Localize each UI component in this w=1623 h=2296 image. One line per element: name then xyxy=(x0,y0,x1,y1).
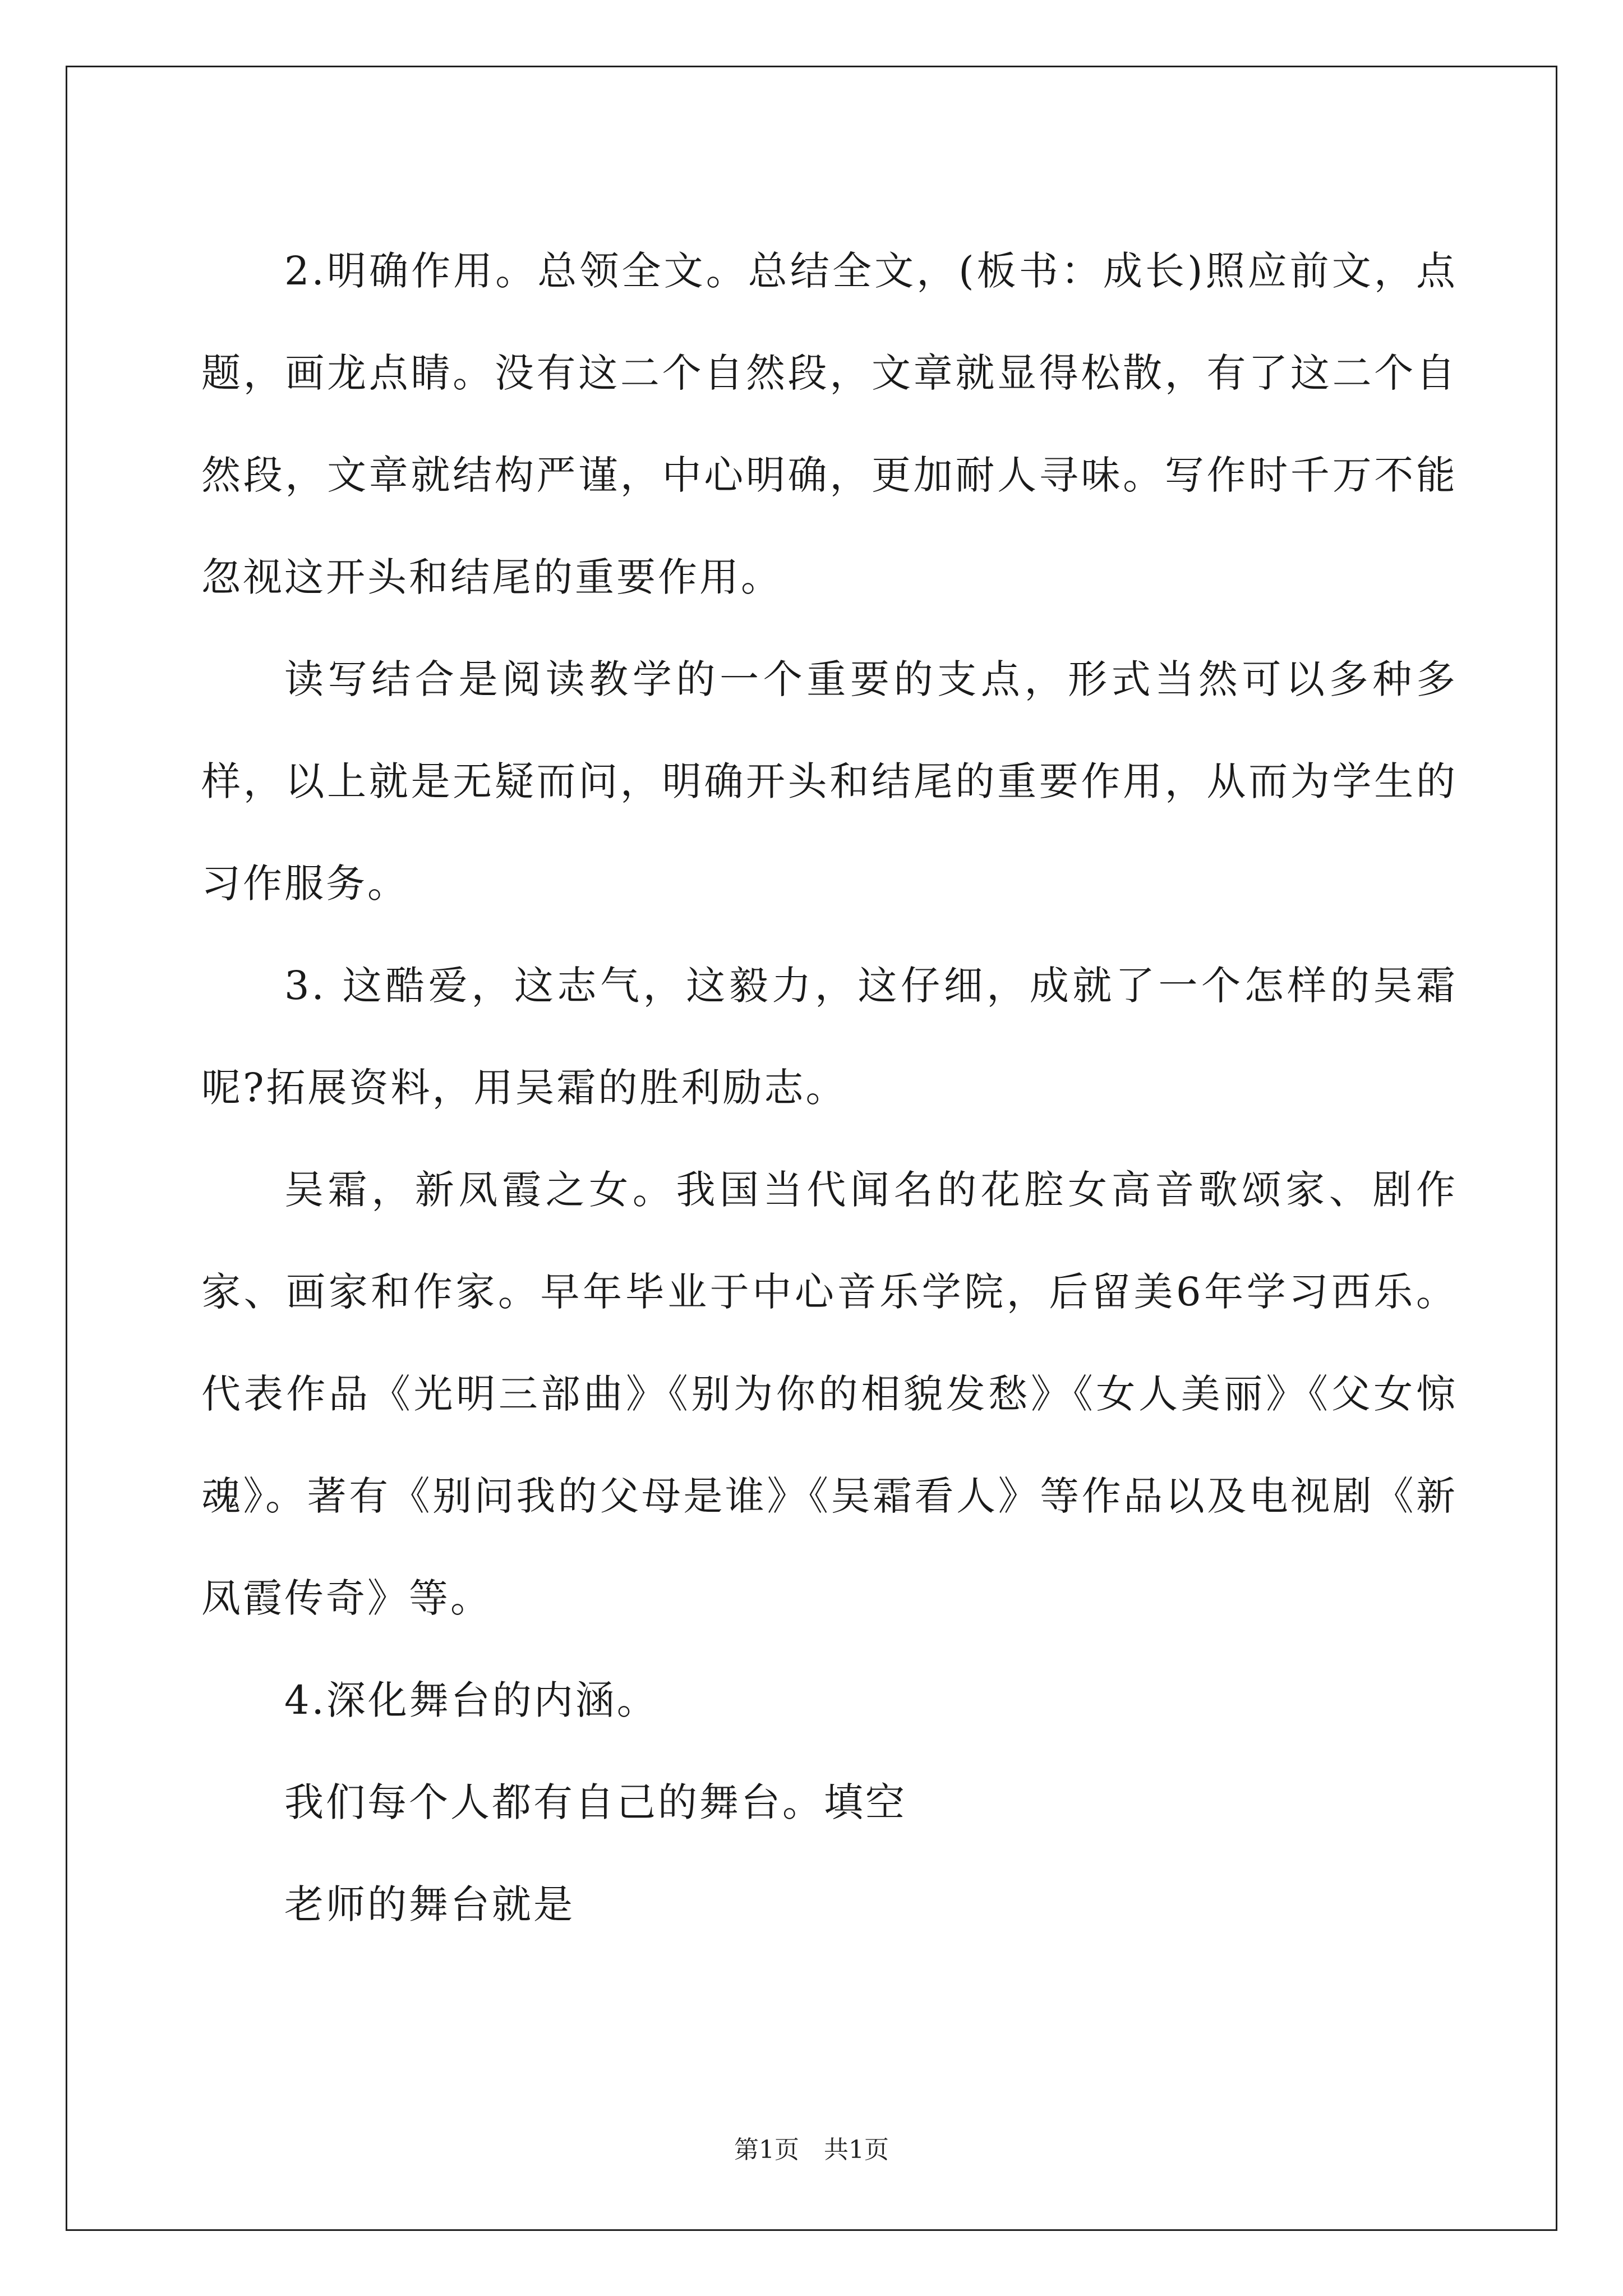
page-number-footer: 第1页 共1页 xyxy=(734,2136,889,2164)
paragraph-clarify-function: 2.明确作用。总领全文。总结全文，(板书：成长)照应前文，点题，画龙点睛。没有这二个自然段，文章就显得松散，有了这二个自然段，文章就结构严谨，中心明确，更加耐人寻味。写作时千万不能忽视这开头和结尾的重要作用。 xyxy=(201,248,1458,600)
paragraph-teacher-stage: 老师的舞台就是 xyxy=(284,1881,575,1927)
document-body xyxy=(201,220,1458,1955)
paragraph-wu-shuang-question: 3. 这酷爱，这志气，这毅力，这仔细，成就了一个怎样的吴霜呢?拓展资料，用吴霜的胜利励志。 xyxy=(201,963,1458,1111)
paragraph-wu-shuang-bio: 吴霜，新凤霞之女。我国当代闻名的花腔女高音歌颂家、剧作家、画家和作家。早年毕业于中心音乐学院，后留美6年学习西乐。代表作品《光明三部曲》《别为你的相貌发愁》《女人美丽》《父女惊魂》。著有《别问我的父母是谁》《吴霜看人》等作品以及电视剧《新凤霞传奇》等。 xyxy=(201,1167,1458,1621)
paragraph-reading-writing: 读写结合是阅读教学的一个重要的支点，形式当然可以多种多样，以上就是无疑而问，明确开头和结尾的重要作用，从而为学生的习作服务。 xyxy=(201,656,1458,907)
paragraph-deepen-stage: 4.深化舞台的内涵。 xyxy=(284,1677,658,1723)
paragraph-everyone-stage: 我们每个人都有自己的舞台。填空 xyxy=(284,1779,907,1825)
